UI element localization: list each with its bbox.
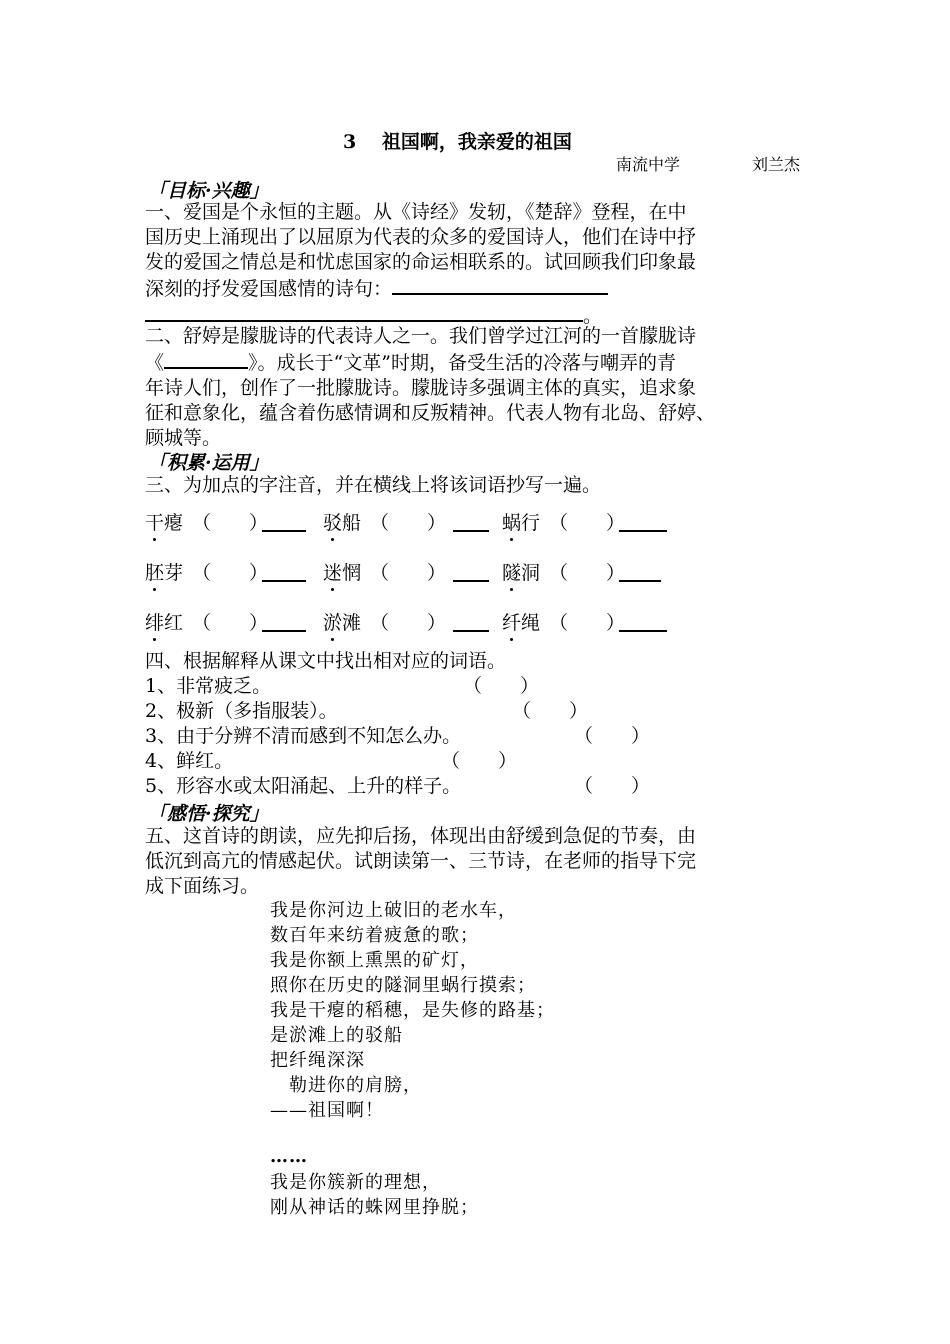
q2-line: 二、舒婷是朦胧诗的代表诗人之一。我们曾学过江河的一首朦胧诗	[145, 325, 697, 347]
q3-word-rest: 船	[342, 512, 362, 534]
q3-copy-blank[interactable]	[262, 512, 306, 532]
poem-line: 是淤滩上的驳船	[270, 1025, 403, 1046]
q2-line: 年诗人们，创作了一批朦胧诗。朦胧诗多强调主体的真实，追求象	[145, 377, 697, 399]
q3-copy-blank[interactable]	[262, 562, 306, 582]
q3-prompt: 三、为加点的字注音，并在横线上将该词语抄写一遍。	[145, 474, 602, 496]
q2-text	[145, 324, 715, 451]
q3-dotted-char: 迷	[323, 562, 343, 584]
poem-line: 我是你额上熏黑的矿灯，	[270, 950, 479, 971]
q3-dotted-char: 胚	[145, 562, 165, 584]
q3-pinyin-paren[interactable]: （ ）	[192, 512, 269, 534]
q3-pinyin-paren[interactable]: （ ）	[549, 562, 626, 584]
q4-item: 1、非常疲乏。	[145, 675, 272, 697]
q3-dotted-char: 淤	[323, 612, 343, 634]
section-explore-heading: 「感悟·探究」	[148, 803, 269, 825]
q3-dotted-char: 蜗	[502, 512, 522, 534]
poem-line: 我是你簇新的理想，	[270, 1172, 441, 1193]
q1-line-text: 深刻的抒发爱国感情的诗句：	[145, 278, 393, 300]
q2-line: 征和意象化，蕴含着伤感情调和反叛精神。代表人物有北岛、舒婷、	[145, 402, 716, 424]
poem-line: 把纤绳深深	[270, 1050, 365, 1071]
q3-pinyin-paren[interactable]: （ ）	[370, 512, 447, 534]
q3-word	[323, 508, 361, 535]
page-title: 3 祖国啊，我亲爱的祖国	[343, 131, 572, 153]
q3-dotted-char: 隧	[502, 562, 522, 584]
q4-answer-paren[interactable]: （ ）	[512, 700, 589, 722]
q3-word-rest: 洞	[521, 562, 541, 584]
q1-line: 国历史上涌现出了以屈原为代表的众多的爱国诗人，他们在诗中抒	[145, 226, 697, 248]
section-goal-heading: 「目标·兴趣」	[148, 180, 269, 202]
q3-copy-blank[interactable]	[453, 512, 489, 532]
q4-item: 5、形容水或太阳涌起、上升的样子。	[145, 775, 462, 797]
q1-line: 发的爱国之情总是和忧虑国家的命运相联系的。试回顾我们印象最	[145, 251, 697, 273]
poem-ellipsis: ……	[270, 1146, 308, 1167]
q3-word-rest: 芽	[164, 562, 184, 584]
q3-copy-blank[interactable]	[453, 612, 489, 632]
poem-line: 照你在历史的隧洞里蜗行摸索；	[270, 975, 536, 996]
q3-word-rest: 瘪	[164, 512, 184, 534]
q1-answer-blank-1[interactable]	[392, 275, 608, 295]
q3-dotted-char: 驳	[323, 512, 343, 534]
q1-line	[145, 275, 696, 302]
q3-copy-blank[interactable]	[619, 512, 667, 532]
q4-prompt: 四、根据解释从课文中找出相对应的词语。	[145, 650, 507, 672]
section-accumulate-heading: 「积累·运用」	[148, 452, 269, 474]
q4-item: 4、鲜红。	[145, 750, 234, 772]
poem-line: 勒进你的肩膀，	[270, 1075, 422, 1096]
poem-line: 刚从神话的蛛网里挣脱；	[270, 1197, 479, 1218]
q3-word	[145, 608, 183, 635]
q3-pinyin-paren[interactable]: （ ）	[549, 612, 626, 634]
author-school: 南流中学	[616, 155, 681, 174]
q3-word	[145, 508, 183, 535]
poem-stanza-3	[270, 1170, 479, 1220]
q5-line: 低沉到高亢的情感起伏。试朗读第一、三节诗，在老师的指导下完	[145, 850, 697, 872]
q4-answer-paren[interactable]: （ ）	[574, 775, 651, 797]
q2-line: 顾城等。	[145, 427, 222, 449]
q2-book-open: 《	[145, 352, 165, 374]
q3-pinyin-paren[interactable]: （ ）	[192, 562, 269, 584]
q1-text	[145, 200, 696, 329]
q3-word	[502, 608, 540, 635]
q5-line: 五、这首诗的朗读，应先抑后扬，体现出由舒缓到急促的节奏，由	[145, 825, 697, 847]
q3-pinyin-paren[interactable]: （ ）	[370, 562, 447, 584]
author-name: 刘兰杰	[752, 155, 801, 174]
q1-answer-blank-2[interactable]	[145, 302, 583, 322]
q3-word-rest: 惘	[342, 562, 362, 584]
q5-line: 成下面练习。	[145, 875, 260, 897]
q3-word	[502, 508, 540, 535]
poem-line: 我是你河边上破旧的老水车，	[270, 900, 517, 921]
poem-line: ——祖国啊！	[270, 1100, 384, 1121]
q4-answer-paren[interactable]: （ ）	[441, 750, 518, 772]
q3-word	[502, 558, 540, 585]
q3-pinyin-paren[interactable]: （ ）	[370, 612, 447, 634]
q3-word-rest: 绳	[521, 612, 541, 634]
q2-line	[145, 349, 715, 376]
q3-pinyin-paren[interactable]: （ ）	[192, 612, 269, 634]
poem-line: 数百年来纺着疲惫的歌；	[270, 925, 479, 946]
q4-item: 2、极新（多指服装）。	[145, 700, 338, 722]
q2-line-rest: 》。成长于“文革”时期，备受生活的冷落与嘲弄的青	[248, 352, 676, 374]
q3-word-rest: 滩	[342, 612, 362, 634]
q4-answer-paren[interactable]: （ ）	[574, 725, 651, 747]
q1-line: 一、爱国是个永恒的主题。从《诗经》发轫，《楚辞》登程，在中	[145, 201, 687, 223]
q3-copy-blank[interactable]	[619, 562, 661, 582]
q3-dotted-char: 干	[145, 512, 165, 534]
q3-word	[145, 558, 183, 585]
q3-word	[323, 608, 361, 635]
q3-word-rest: 红	[164, 612, 184, 634]
q3-copy-blank[interactable]	[619, 612, 667, 632]
q1-end-mark: 。	[583, 305, 603, 327]
q4-answer-paren[interactable]: （ ）	[463, 675, 540, 697]
poem-stanza-1	[270, 898, 555, 1123]
q3-word	[323, 558, 361, 585]
q3-word-rest: 行	[521, 512, 541, 534]
q3-dotted-char: 绯	[145, 612, 165, 634]
q3-pinyin-paren[interactable]: （ ）	[549, 512, 626, 534]
poem-line: 我是干瘪的稻穗，是失修的路基；	[270, 1000, 555, 1021]
q3-copy-blank[interactable]	[262, 612, 306, 632]
q5-text	[145, 824, 696, 899]
q4-item: 3、由于分辨不清而感到不知怎么办。	[145, 725, 462, 747]
q3-dotted-char: 纤	[502, 612, 522, 634]
q3-copy-blank[interactable]	[453, 562, 489, 582]
q2-poem-title-blank[interactable]	[164, 349, 248, 369]
